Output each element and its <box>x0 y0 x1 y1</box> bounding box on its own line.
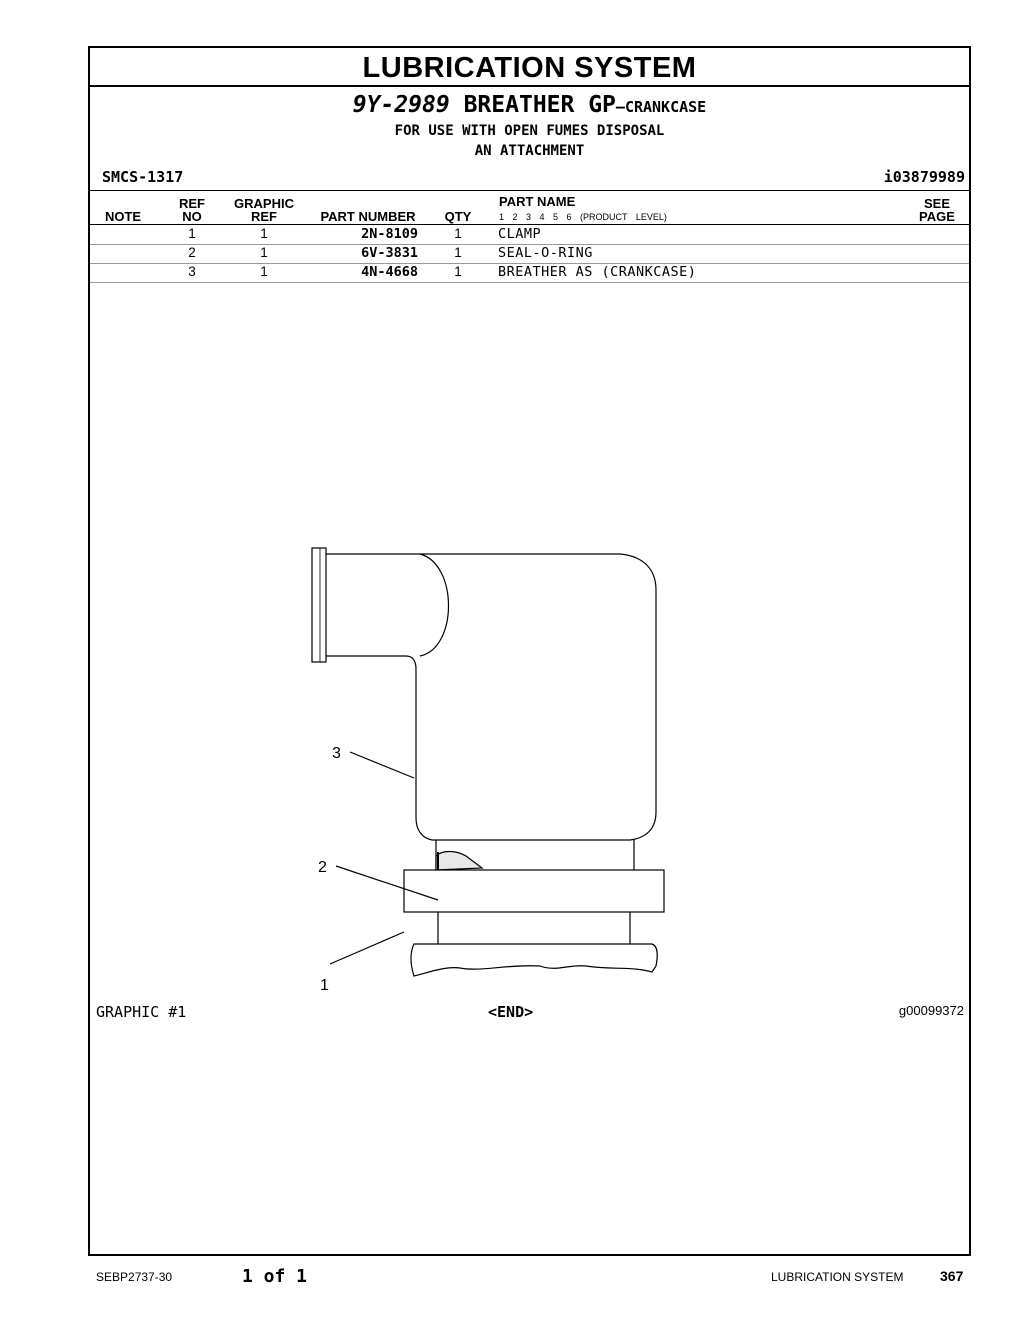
callout-3: 3 <box>332 745 341 762</box>
header-part-name: PART NAME <box>499 194 576 209</box>
header-note: NOTE <box>104 209 142 224</box>
breather-illustration <box>318 544 720 994</box>
row-qty: 1 <box>454 226 462 241</box>
header-ref-top: REF <box>179 196 205 211</box>
row-part-number: 6V-3831 <box>361 245 418 261</box>
header-qty: QTY <box>444 209 472 224</box>
footer-page-of: 1 of 1 <box>242 1266 308 1287</box>
row-part-number: 4N-4668 <box>361 264 418 280</box>
graphic-label: GRAPHIC #1 <box>96 1003 187 1021</box>
row-qty: 1 <box>454 245 462 260</box>
group-subtitle: CRANKCASE <box>624 98 707 116</box>
group-part-number: 9Y-2989 <box>352 92 450 118</box>
graphic-id: g00099372 <box>898 1003 964 1018</box>
row-ref-no: 2 <box>188 245 196 260</box>
header-part-number: PART NUMBER <box>320 209 416 224</box>
callout-1: 1 <box>320 977 329 994</box>
callout-2: 2 <box>318 859 327 876</box>
group-title <box>90 92 969 118</box>
group-description-line-2: AN ATTACHMENT <box>474 143 585 159</box>
header-see-bottom: PAGE <box>919 209 955 224</box>
header-product-levels: 1 2 3 4 5 6 (PRODUCT LEVEL) <box>499 212 667 222</box>
header-graphic-top: GRAPHIC <box>234 196 294 211</box>
header-see-top: SEE <box>923 196 950 211</box>
table-row <box>90 263 969 283</box>
row-qty: 1 <box>454 264 462 279</box>
smcs-code: SMCS-1317 <box>102 168 184 186</box>
page-frame <box>88 46 971 1256</box>
info-id: i03879989 <box>883 168 965 186</box>
header-top-rule <box>90 190 969 191</box>
row-part-name: BREATHER AS (CRANKCASE) <box>498 264 697 280</box>
row-graphic-ref: 1 <box>260 264 268 279</box>
table-row <box>90 244 969 264</box>
section-title: LUBRICATION SYSTEM <box>90 48 969 87</box>
header-ref-bottom: NO <box>182 209 202 224</box>
row-part-name: SEAL-O-RING <box>498 245 593 261</box>
row-part-number: 2N-8109 <box>361 226 418 242</box>
row-ref-no: 1 <box>188 226 196 241</box>
row-graphic-ref: 1 <box>260 226 268 241</box>
row-ref-no: 3 <box>188 264 196 279</box>
group-name: BREATHER GP <box>463 92 616 118</box>
row-part-name: CLAMP <box>498 226 542 242</box>
table-row <box>90 225 969 245</box>
footer-doc-number: SEBP2737-30 <box>96 1270 173 1284</box>
footer-section: LUBRICATION SYSTEM <box>771 1270 904 1284</box>
group-dash: — <box>615 98 625 116</box>
footer-page-number: 367 <box>940 1268 964 1284</box>
end-marker: <END> <box>488 1003 534 1021</box>
group-description-line-1: FOR USE WITH OPEN FUMES DISPOSAL <box>394 123 665 139</box>
row-graphic-ref: 1 <box>260 245 268 260</box>
header-graphic-bottom: REF <box>251 209 277 224</box>
